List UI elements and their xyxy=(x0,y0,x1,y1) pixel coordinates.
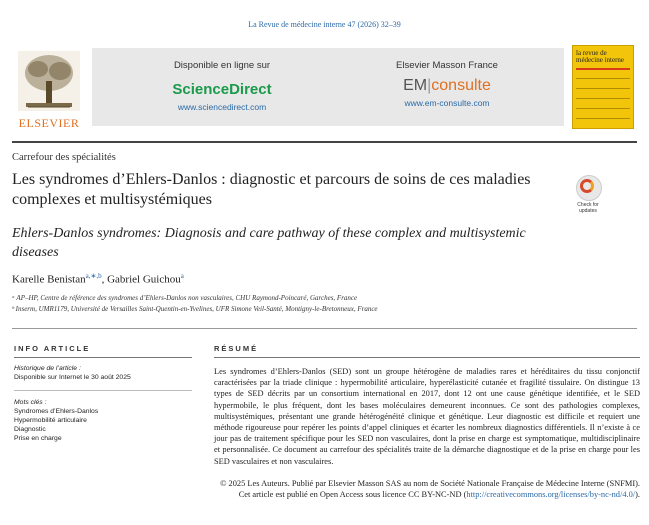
sciencedirect-link[interactable]: www.sciencedirect.com xyxy=(177,102,267,112)
info-divider xyxy=(14,357,192,358)
journal-cover-bar xyxy=(576,68,630,70)
elsevier-tree-icon xyxy=(18,51,80,111)
keyword-item: Syndromes d’Ehlers-Danlos xyxy=(14,408,99,415)
author-name[interactable]: Karelle Benistan xyxy=(12,273,86,286)
affiliation-divider xyxy=(12,328,637,329)
article-history xyxy=(14,364,194,382)
affiliation-a: ᵃ AP–HP, Centre de référence des syndromes d’Ehlers-Danlos non vasculaires, CHU Raymond-Poincaré, Garches, France xyxy=(12,294,358,302)
resume-divider xyxy=(214,357,640,358)
sciencedirect-label: Disponible en ligne sur xyxy=(173,60,271,71)
history-label: Historique de l’article : xyxy=(14,365,81,372)
resume-heading: RÉSUMÉ xyxy=(214,344,259,353)
keyword-item: Hypermobilité articulaire xyxy=(14,417,87,424)
elsevier-wordmark: ELSEVIER xyxy=(18,116,80,130)
author-affiliation-marker[interactable]: a xyxy=(180,272,184,280)
check-for-updates-badge[interactable] xyxy=(568,175,608,215)
info-article-heading: INFO ARTICLE xyxy=(14,344,91,353)
keywords-block xyxy=(14,398,194,443)
author-affiliation-marker[interactable]: a,∗,b xyxy=(85,272,102,280)
journal-cover-line xyxy=(576,88,630,89)
emconsulte-em: EM xyxy=(403,77,428,94)
journal-cover-line xyxy=(576,118,630,119)
author-name[interactable]: Gabriel Guichou xyxy=(107,273,181,286)
copyright-notice xyxy=(214,478,640,500)
check-badge-text: Check for updates xyxy=(577,202,599,214)
keywords-label: Mots clés : xyxy=(14,399,47,406)
sciencedirect-block xyxy=(122,60,322,112)
emconsulte-label: Elsevier Masson France xyxy=(396,60,498,71)
affiliation-b: ᵇ Inserm, UMR1179, Université de Versailles Saint-Quentin-en-Yvelines, UFR Simone Veil-Santé, Montigny-le-Bretonneux, France xyxy=(12,305,378,313)
journal-cover-line xyxy=(576,98,630,99)
author-list xyxy=(12,272,184,286)
emconsulte-consulte: consulte xyxy=(431,77,491,94)
sciencedirect-logo[interactable]: ScienceDirect xyxy=(172,81,272,98)
keyword-item: Prise en charge xyxy=(14,435,62,442)
keyword-item: Diagnostic xyxy=(14,426,46,433)
elsevier-logo[interactable] xyxy=(12,51,86,131)
journal-cover-line xyxy=(576,108,630,109)
check-updates-icon xyxy=(580,179,594,193)
journal-reference[interactable]: La Revue de médecine interne 47 (2026) 32–39 xyxy=(248,20,401,29)
article-title: Les syndromes d’Ehlers-Danlos : diagnostic et parcours de soins de ces maladies complexes et multisystémiques xyxy=(12,171,531,208)
section-label: Carrefour des spécialités xyxy=(12,152,116,163)
emconsulte-block xyxy=(347,60,547,108)
journal-cover[interactable] xyxy=(572,45,634,129)
emconsulte-link[interactable]: www.em-consulte.com xyxy=(404,98,490,108)
emconsulte-logo[interactable] xyxy=(347,77,547,95)
copyright-end: ). xyxy=(635,490,640,500)
license-link[interactable]: http://creativecommons.org/licenses/by-nc-nd/4.0/ xyxy=(466,490,636,500)
history-divider xyxy=(14,390,192,391)
emconsulte-separator: | xyxy=(427,77,432,94)
copyright-text: © 2025 Les Auteurs. Publié par Elsevier Masson SAS au nom de Société Nationale Française de Médecine Interne (SNFMI). Cet article est publié en Open Access sous licence CC BY-NC-ND ( xyxy=(220,479,640,500)
history-value: Disponible sur Internet le 30 août 2025 xyxy=(14,374,131,381)
publisher-banner xyxy=(12,43,642,133)
abstract-text: Les syndromes d’Ehlers-Danlos (SED) sont un groupe hétérogène de maladies rares et héréditaires du tissu conjonctif caractérisées par la triade clinique : hypermobilité articulaire, hyperélasticité cutanée et fragilité tissulaire. On distingue 13 types de SED décrits par un consortium international en 2017, dont 12 ont une cause génétique identifiée, et le SED hypermobile, le plus fréquent, dont les bases moléculaires demeurent inconnues. Ce sont des pathologies complexes, multisystémiques, présentant une grande hétérogénéité clinique et génétique. Leur diagnostic est difficile et requiert une méthode rigoureuse pour repérer les points d’appel cliniques et écarter les nombreux diagnostics différentiels. Il n’existe à ce jour pas de traitement spécifique pour les SED non vasculaires, dont la prise en charge est symptomatique, multidisciplinaire et personnalisée. Ce document au carrefour des spécialités traite de la démarche diagnostique et de la prise en charge pour les SED vasculaires et non vasculaires. xyxy=(214,367,640,466)
journal-cover-line xyxy=(576,78,630,79)
availability-box xyxy=(92,48,564,126)
header-divider xyxy=(12,141,637,143)
author-separator: , xyxy=(101,273,108,286)
journal-cover-title: la revue de médecine interne xyxy=(576,49,625,64)
article-subtitle: Ehlers-Danlos syndromes: Diagnosis and care pathway of these complex and multisystemic diseases xyxy=(12,226,526,260)
